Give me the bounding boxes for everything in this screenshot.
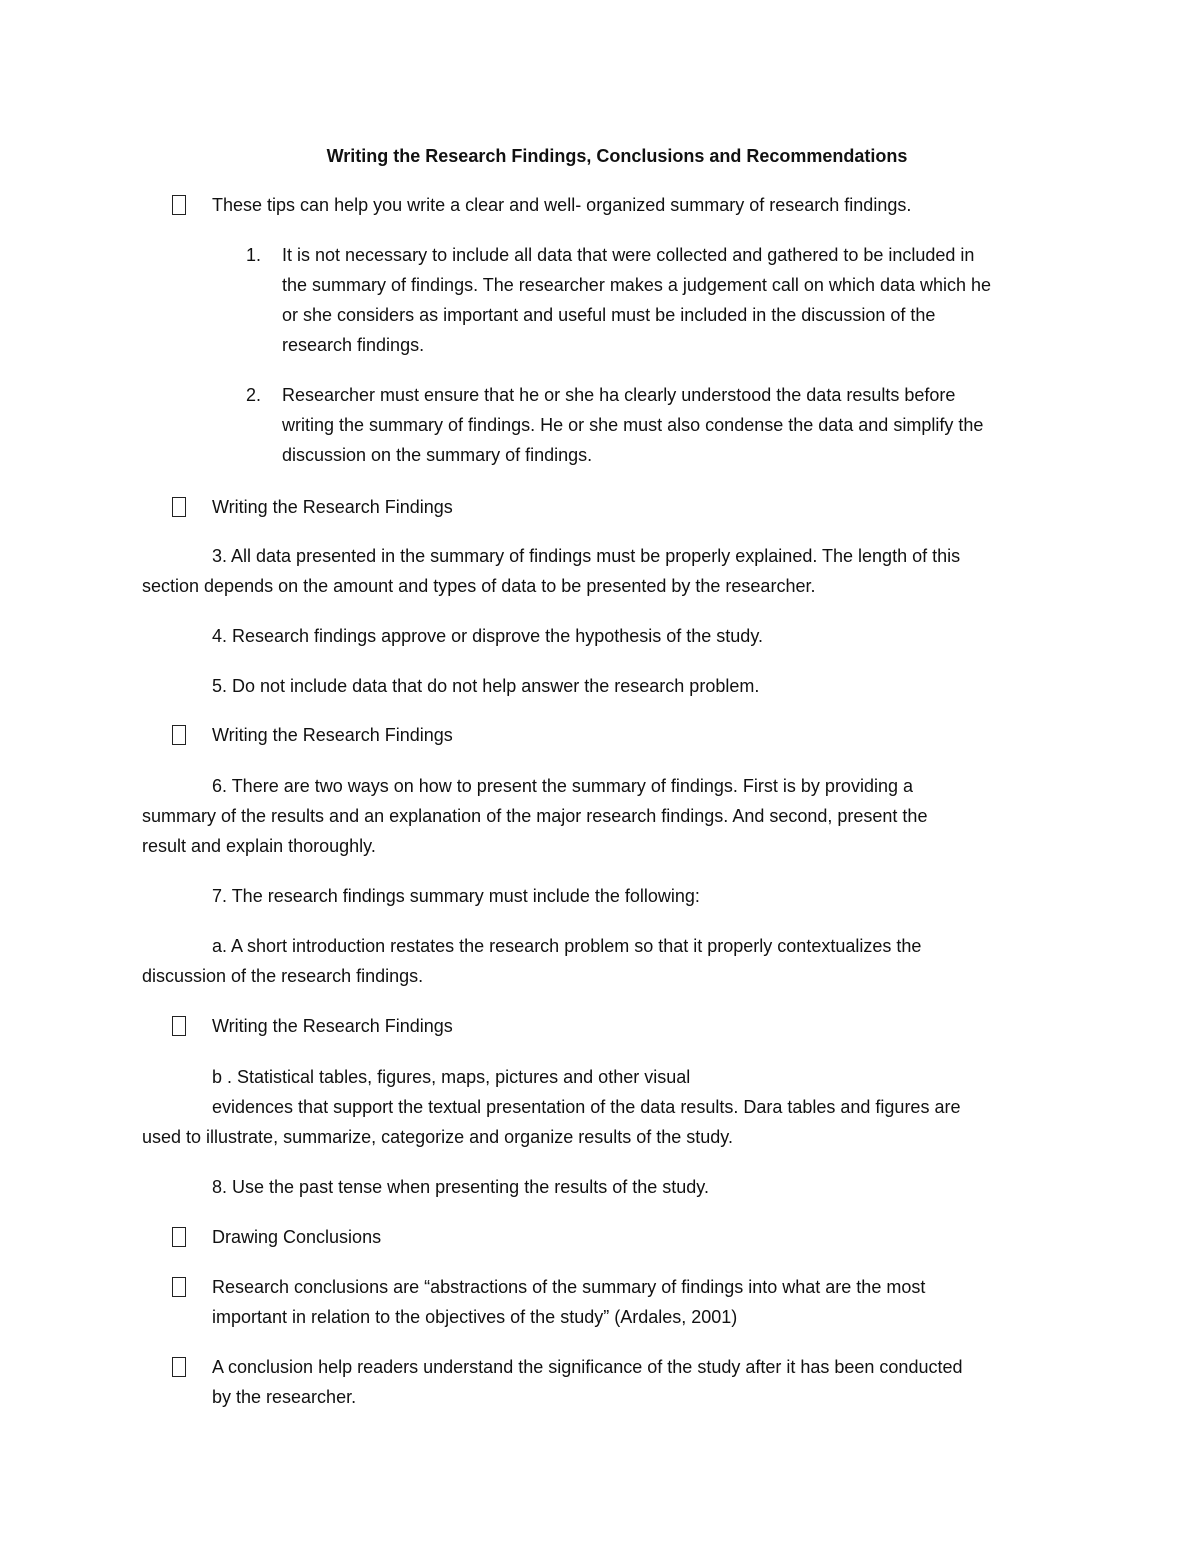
paragraph-b — [142, 1062, 960, 1152]
bullet-marker-icon — [172, 725, 186, 745]
paragraph-8: 8. Use the past tense when presenting the results of the study. — [212, 1177, 709, 1197]
bullet-help-line: A conclusion help readers understand the significance of the study after it has been conducted — [212, 1357, 963, 1377]
paragraph-b-line: b . Statistical tables, figures, maps, pictures and other visual — [212, 1067, 691, 1087]
list-item-1-line: the summary of findings. The researcher makes a judgement call on which data which he — [282, 275, 992, 295]
section-heading-4: Drawing Conclusions — [212, 1227, 382, 1247]
list-item-1-line: It is not necessary to include all data that were collected and gathered to be included in — [282, 245, 975, 265]
bullet-marker-icon — [172, 497, 186, 517]
bullet-marker-icon — [172, 1357, 186, 1377]
section-heading-2: Writing the Research Findings — [212, 725, 453, 745]
paragraph-6-line: 6. There are two ways on how to present the summary of findings. First is by providing a — [212, 776, 913, 796]
paragraph-6-line: result and explain thoroughly. — [142, 836, 376, 856]
list-item-2-line: Researcher must ensure that he or she ha clearly understood the data results before — [282, 385, 956, 405]
paragraph-5: 5. Do not include data that do not help answer the research problem. — [212, 676, 760, 696]
paragraph-3 — [142, 541, 960, 601]
bullet-conclusions-line: Research conclusions are “abstractions of the summary of findings into what are the most — [212, 1277, 926, 1297]
paragraph-7: 7. The research findings summary must include the following: — [212, 886, 700, 906]
bullet-marker-icon — [172, 1016, 186, 1036]
bullet-help — [212, 1352, 963, 1412]
document-title: Writing the Research Findings, Conclusions and Recommendations — [326, 146, 908, 166]
bullet-marker-icon — [172, 1277, 186, 1297]
list-item-1-line: research findings. — [282, 335, 425, 355]
list-number-2: 2. — [246, 385, 262, 405]
section-heading-3: Writing the Research Findings — [212, 1016, 453, 1036]
paragraph-4: 4. Research findings approve or disprove the hypothesis of the study. — [212, 626, 763, 646]
bullet-marker-icon — [172, 1227, 186, 1247]
bullet-help-line: by the researcher. — [212, 1387, 357, 1407]
paragraph-6-line: summary of the results and an explanation of the major research findings. And second, present the — [142, 806, 928, 826]
paragraph-a — [142, 931, 921, 991]
paragraph-b-line: used to illustrate, summarize, categorize and organize results of the study. — [142, 1127, 733, 1147]
paragraph-a-line: a. A short introduction restates the research problem so that it properly contextualizes the — [212, 936, 922, 956]
list-item-2 — [282, 380, 983, 470]
list-item-2-line: discussion on the summary of findings. — [282, 445, 593, 465]
list-item-1 — [282, 240, 991, 360]
paragraph-6 — [142, 771, 927, 861]
paragraph-b-line: evidences that support the textual presentation of the data results. Dara tables and figures are — [212, 1097, 961, 1117]
list-number-1: 1. — [246, 245, 262, 265]
bullet-conclusions-line: important in relation to the objectives of the study” (Ardales, 2001) — [212, 1307, 738, 1327]
paragraph-3-line: section depends on the amount and types of data to be presented by the researcher. — [142, 576, 816, 596]
bullet-conclusions — [212, 1272, 925, 1332]
list-item-1-line: or she considers as important and useful must be included in the discussion of the — [282, 305, 936, 325]
bullet-marker-icon — [172, 195, 186, 215]
paragraph-3-line: 3. All data presented in the summary of findings must be properly explained. The length of this — [212, 546, 961, 566]
intro-bullet-text: These tips can help you write a clear and well- organized summary of research findings. — [212, 195, 912, 215]
paragraph-a-line: discussion of the research findings. — [142, 966, 424, 986]
section-heading-1: Writing the Research Findings — [212, 497, 453, 517]
list-item-2-line: writing the summary of findings. He or she must also condense the data and simplify the — [282, 415, 984, 435]
